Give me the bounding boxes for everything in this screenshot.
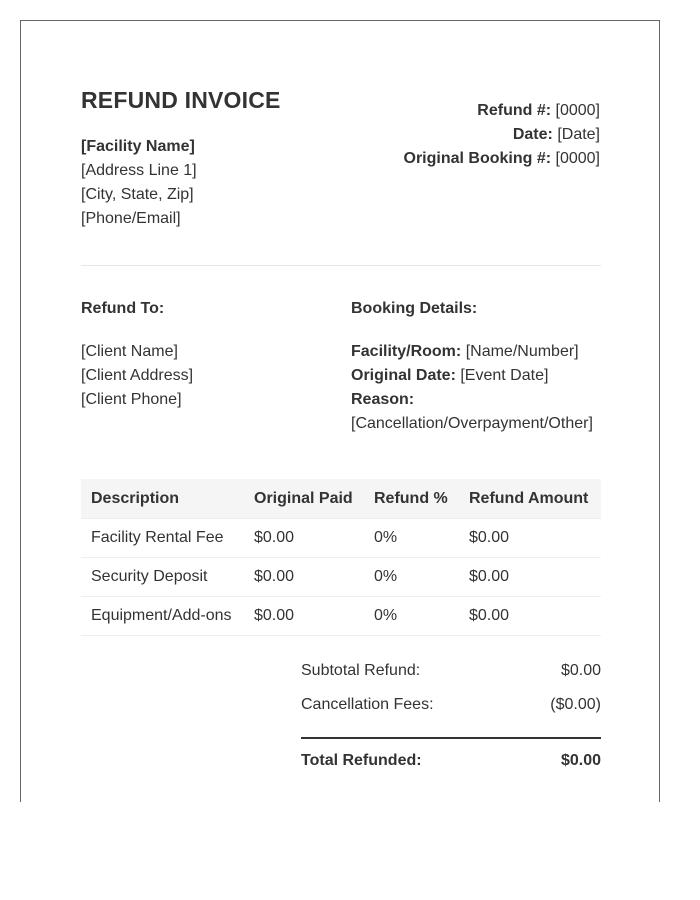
- cell-original-paid: $0.00: [244, 597, 364, 636]
- totals-section: [301, 659, 601, 773]
- date-value: [Date]: [557, 126, 600, 143]
- booking-details-heading: Booking Details:: [351, 300, 478, 317]
- facility-name: [Facility Name]: [81, 138, 195, 155]
- original-date-label: Original Date:: [351, 367, 456, 384]
- client-name: [Client Name]: [81, 343, 178, 360]
- cell-refund-percent: 0%: [364, 558, 459, 597]
- booking-number-label: Original Booking #:: [403, 150, 552, 167]
- date-label: Date:: [512, 126, 553, 143]
- facility-city-state-zip: [City, State, Zip]: [81, 186, 194, 203]
- total-refunded-label: Total Refunded:: [301, 752, 422, 769]
- subtotal-value: $0.00: [560, 662, 601, 679]
- page-title: REFUND INVOICE: [81, 87, 281, 113]
- booking-number-value: [0000]: [555, 150, 600, 167]
- facility-address: [Address Line 1]: [81, 162, 197, 179]
- cancellation-fees-row: [301, 693, 601, 727]
- cancellation-fees-value: ($0.00): [550, 696, 601, 713]
- cell-original-paid: $0.00: [244, 558, 364, 597]
- facility-room-label: Facility/Room:: [351, 343, 462, 360]
- reason-label: Reason:: [351, 391, 415, 408]
- original-date-row: [351, 364, 593, 388]
- table-header-row: [81, 479, 601, 519]
- cell-description: Security Deposit: [81, 558, 244, 597]
- subtotal-row: [301, 659, 601, 693]
- table-row: [81, 519, 601, 558]
- cell-refund-percent: 0%: [364, 519, 459, 558]
- client-phone: [Client Phone]: [81, 391, 182, 408]
- facility-room-value: [Name/Number]: [465, 343, 579, 360]
- booking-number-row: [404, 147, 601, 171]
- cancellation-fees-label: Cancellation Fees:: [301, 696, 434, 713]
- column-header-original-paid: Original Paid: [244, 479, 364, 519]
- original-date-value: [Event Date]: [460, 367, 549, 384]
- refund-number-value: [0000]: [555, 102, 600, 119]
- facility-room-row: [351, 340, 593, 364]
- refund-items-table: [81, 479, 601, 636]
- section-divider: [81, 265, 601, 266]
- cell-refund-amount: $0.00: [459, 519, 601, 558]
- reason-value: [Cancellation/Overpayment/Other]: [351, 415, 593, 432]
- subtotal-label: Subtotal Refund:: [301, 662, 421, 679]
- cell-refund-amount: $0.00: [459, 597, 601, 636]
- cell-description: Facility Rental Fee: [81, 519, 244, 558]
- booking-details-section: [351, 300, 593, 436]
- invoice-page: [20, 20, 660, 802]
- total-refunded-value: $0.00: [560, 752, 601, 769]
- column-header-description: Description: [81, 479, 244, 519]
- table-row: [81, 597, 601, 636]
- cell-refund-amount: $0.00: [459, 558, 601, 597]
- column-header-refund-amount: Refund Amount: [459, 479, 601, 519]
- client-address: [Client Address]: [81, 367, 194, 384]
- cell-original-paid: $0.00: [244, 519, 364, 558]
- refund-number-row: [404, 99, 601, 123]
- column-header-refund-percent: Refund %: [364, 479, 459, 519]
- facility-contact: [Phone/Email]: [81, 210, 181, 227]
- refund-number-label: Refund #:: [477, 102, 552, 119]
- table-row: [81, 558, 601, 597]
- date-row: [404, 123, 601, 147]
- cell-refund-percent: 0%: [364, 597, 459, 636]
- cell-description: Equipment/Add-ons: [81, 597, 244, 636]
- total-refunded-row: [301, 737, 601, 773]
- refund-to-heading: Refund To:: [81, 300, 165, 317]
- facility-info: [81, 135, 197, 231]
- refund-to-section: [81, 300, 193, 412]
- invoice-meta: [404, 99, 601, 171]
